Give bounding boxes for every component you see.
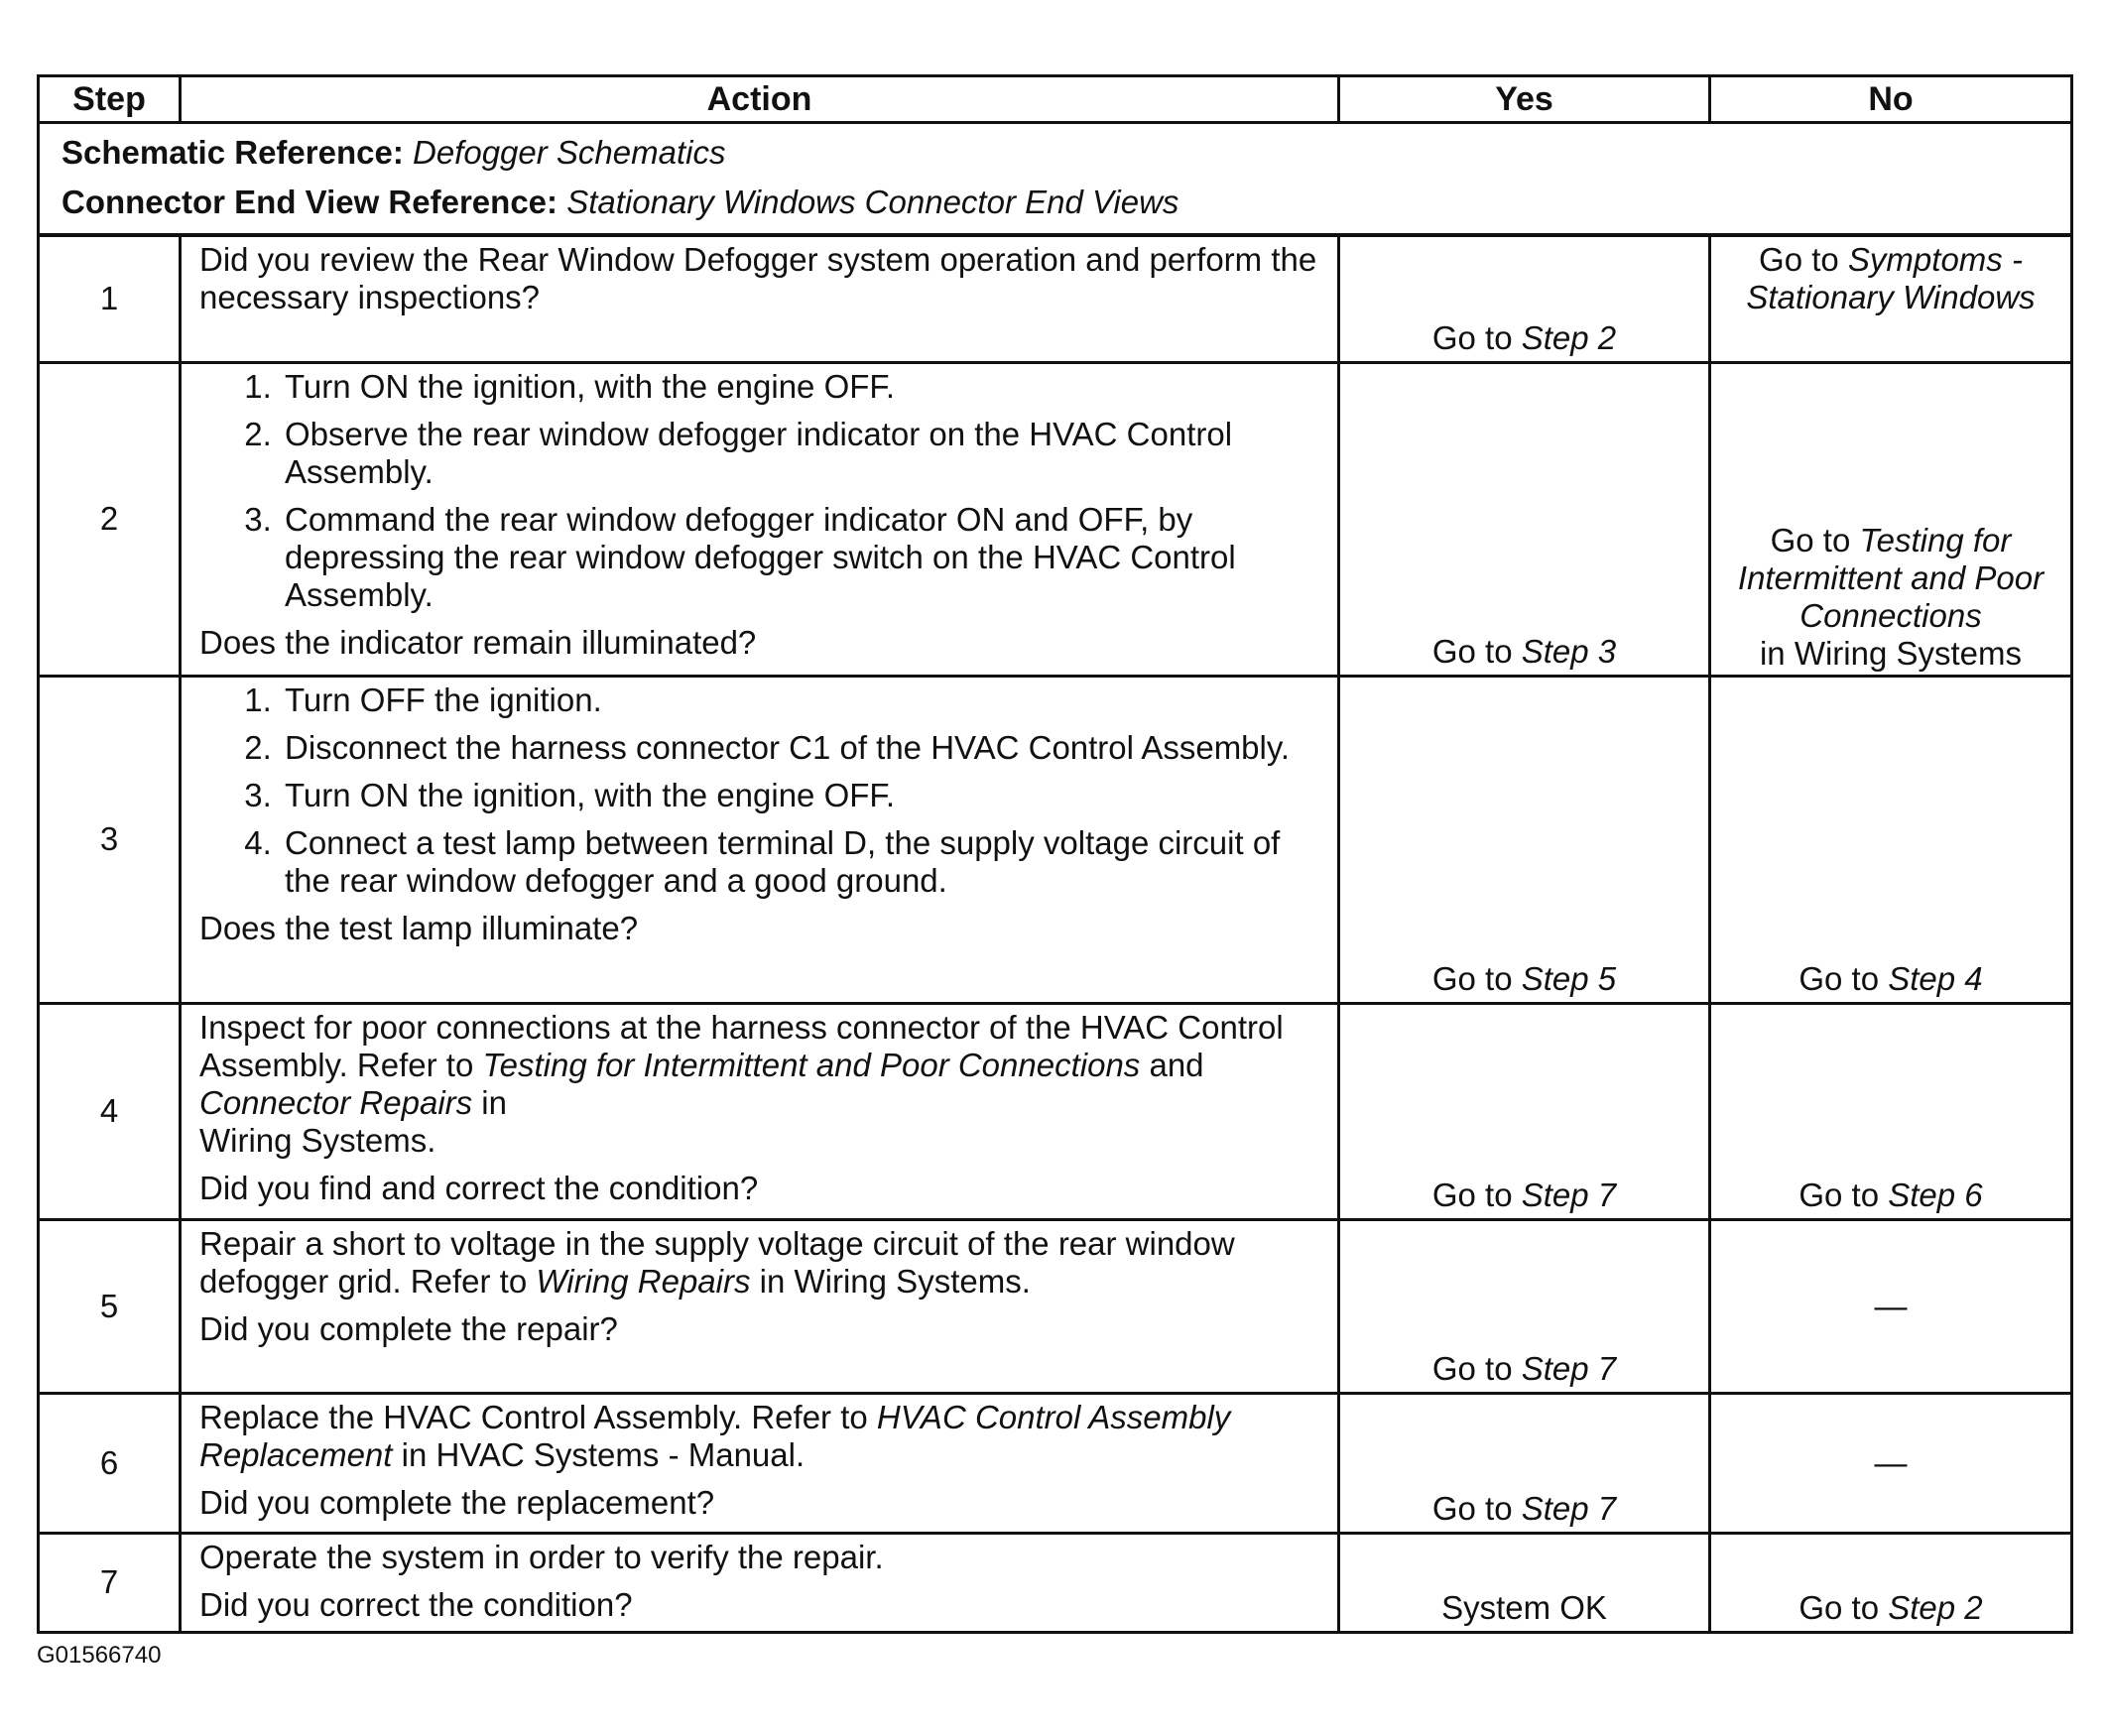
no-prefix: Go to — [1798, 959, 1889, 997]
no-cell — [1710, 676, 2072, 1003]
header-row — [39, 76, 2072, 123]
yes-link[interactable]: Step 5 — [1521, 959, 1617, 997]
table-row — [39, 1003, 2072, 1219]
no-cell — [1710, 1533, 2072, 1632]
list-item: 2. Disconnect the harness connector C1 of the HVAC Control Assembly. — [281, 729, 1319, 767]
yes-prefix: Go to — [1431, 1349, 1522, 1387]
yes-cell — [1339, 676, 1710, 1003]
reference-row — [39, 123, 2072, 236]
reference-cell — [39, 123, 2072, 236]
action-steps-list — [199, 682, 1319, 900]
step-number: 7 — [39, 1533, 181, 1632]
action-cell — [181, 676, 1339, 1003]
action-question: Did you complete the replacement? — [199, 1483, 715, 1521]
no-cell — [1710, 235, 2072, 362]
yes-prefix: Go to — [1431, 1489, 1522, 1527]
action-cell — [181, 1533, 1339, 1632]
action-link[interactable]: HVAC Control Assembly Replacement — [199, 1398, 1231, 1473]
header-yes: Yes — [1339, 76, 1710, 123]
no-link[interactable]: Testing for Intermittent and Poor Connections — [1737, 521, 2045, 634]
action-cell — [181, 235, 1339, 362]
list-item: 2. Observe the rear window defogger indicator on the HVAC Control Assembly. — [281, 416, 1319, 491]
yes-cell — [1339, 1533, 1710, 1632]
action-text — [199, 1009, 1319, 1160]
connector-reference-label: Connector End View Reference: — [62, 184, 558, 220]
no-cell — [1710, 362, 2072, 676]
table-row — [39, 1533, 2072, 1632]
no-prefix: Go to — [1770, 521, 1860, 558]
action-text-part: Inspect for poor connections at the harness connector of the HVAC Control Assembly. Refer to — [199, 1008, 1284, 1083]
step-number: 6 — [39, 1393, 181, 1533]
diagnostic-table — [37, 74, 2073, 1634]
table-row — [39, 1219, 2072, 1393]
action-cell — [181, 1219, 1339, 1393]
yes-prefix: Go to — [1431, 1176, 1522, 1213]
figure-id: G01566740 — [37, 1642, 162, 1669]
schematic-reference-link[interactable]: Defogger Schematics — [413, 134, 726, 171]
action-text-part: and — [1140, 1046, 1204, 1083]
no-suffix: in Wiring Systems — [1759, 634, 2023, 672]
no-link[interactable]: Symptoms - Stationary Windows — [1746, 241, 2036, 315]
action-question: Did you find and correct the condition? — [199, 1169, 759, 1206]
no-cell — [1710, 1219, 2072, 1393]
action-text-part: Replace the HVAC Control Assembly. Refer to — [199, 1398, 877, 1435]
yes-link[interactable]: Step 7 — [1521, 1489, 1617, 1527]
action-cell — [181, 362, 1339, 676]
yes-link[interactable]: Step 7 — [1521, 1176, 1617, 1213]
action-cell — [181, 1003, 1339, 1219]
list-item: 1. Turn ON the ignition, with the engine OFF. — [281, 368, 1319, 406]
header-action: Action — [181, 76, 1339, 123]
action-text-part: Repair a short to voltage in the supply voltage circuit of the rear window defogger grid. Refer to — [199, 1224, 1235, 1300]
connector-reference-link[interactable]: Stationary Windows Connector End Views — [566, 184, 1179, 220]
yes-cell — [1339, 1003, 1710, 1219]
list-item: 1. Turn OFF the ignition. — [281, 682, 1319, 719]
no-prefix: Go to — [1798, 1176, 1889, 1213]
no-prefix: Go to — [1798, 1588, 1889, 1626]
yes-cell — [1339, 1393, 1710, 1533]
no-cell — [1710, 1393, 2072, 1533]
action-steps-list — [199, 368, 1319, 614]
action-question: Did you correct the condition? — [199, 1585, 633, 1623]
no-link[interactable]: Step 2 — [1888, 1588, 1983, 1626]
action-text-part: in — [472, 1083, 507, 1121]
action-text: Operate the system in order to verify the repair. — [199, 1538, 884, 1575]
step-number: 5 — [39, 1219, 181, 1393]
action-cell — [181, 1393, 1339, 1533]
yes-link[interactable]: Step 3 — [1521, 632, 1617, 670]
action-link[interactable]: Testing for Intermittent and Poor Connections — [482, 1046, 1141, 1083]
yes-cell — [1339, 1219, 1710, 1393]
yes-prefix: Go to — [1431, 632, 1522, 670]
action-text — [199, 1225, 1319, 1301]
no-dash: — — [1874, 1443, 1908, 1481]
yes-prefix: Go to — [1431, 959, 1522, 997]
action-link[interactable]: Connector Repairs — [199, 1083, 473, 1121]
connector-reference — [62, 178, 2048, 227]
action-text-part: Wiring Systems. — [199, 1121, 436, 1159]
list-item: 4. Connect a test lamp between terminal D, the supply voltage circuit of the rear window defogger and a good ground. — [281, 824, 1319, 900]
yes-text: System OK — [1441, 1588, 1607, 1626]
action-text — [199, 1399, 1319, 1474]
table-row — [39, 235, 2072, 362]
header-no: No — [1710, 76, 2072, 123]
step-number: 1 — [39, 235, 181, 362]
action-question: Does the test lamp illuminate? — [199, 909, 639, 946]
header-step: Step — [39, 76, 181, 123]
action-text-part: in HVAC Systems - Manual. — [392, 1435, 806, 1473]
table-row — [39, 1393, 2072, 1533]
schematic-reference — [62, 128, 2048, 178]
list-item: 3. Command the rear window defogger indicator ON and OFF, by depressing the rear window defogger switch on the HVAC Control Assembly. — [281, 501, 1319, 614]
step-number: 3 — [39, 676, 181, 1003]
table-row — [39, 676, 2072, 1003]
no-dash: — — [1874, 1287, 1908, 1324]
no-link[interactable]: Step 6 — [1888, 1176, 1983, 1213]
yes-cell — [1339, 235, 1710, 362]
table-row — [39, 362, 2072, 676]
yes-prefix: Go to — [1431, 318, 1522, 356]
action-text-part: in Wiring Systems. — [750, 1262, 1031, 1300]
yes-cell — [1339, 362, 1710, 676]
list-item: 3. Turn ON the ignition, with the engine OFF. — [281, 777, 1319, 814]
no-prefix: Go to — [1759, 241, 1848, 278]
step-number: 2 — [39, 362, 181, 676]
no-link[interactable]: Step 4 — [1888, 959, 1983, 997]
yes-link[interactable]: Step 7 — [1521, 1349, 1617, 1387]
schematic-reference-label: Schematic Reference: — [62, 134, 404, 171]
action-question: Does the indicator remain illuminated? — [199, 623, 757, 661]
step-number: 4 — [39, 1003, 181, 1219]
action-question: Did you review the Rear Window Defogger system operation and perform the necessary inspections? — [199, 241, 1317, 315]
action-link[interactable]: Wiring Repairs — [536, 1262, 751, 1300]
action-question: Did you complete the repair? — [199, 1309, 618, 1347]
no-cell — [1710, 1003, 2072, 1219]
yes-link[interactable]: Step 2 — [1521, 318, 1617, 356]
